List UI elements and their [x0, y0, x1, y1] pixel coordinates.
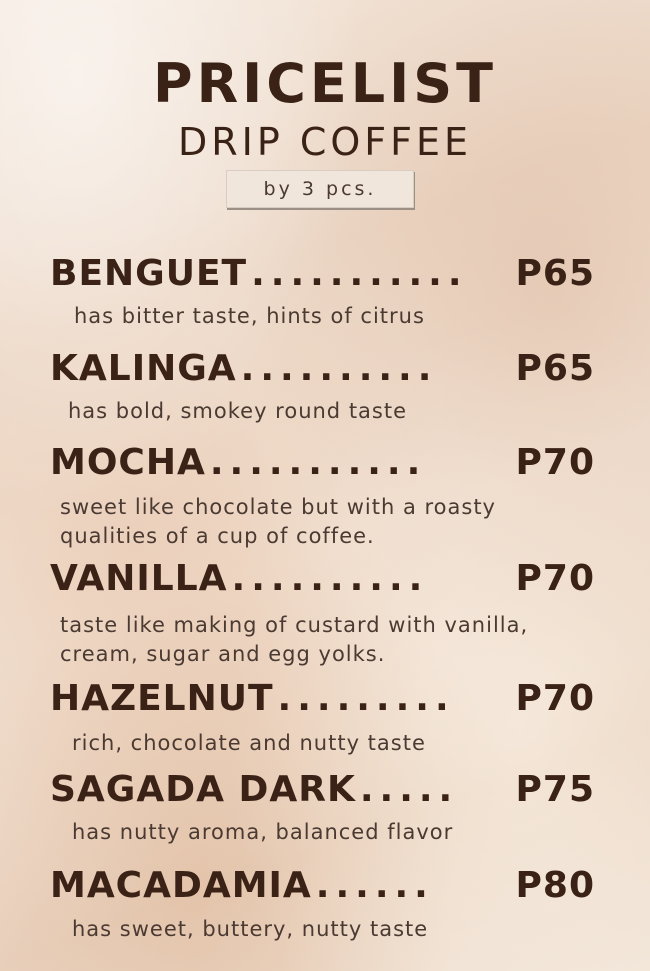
quantity-badge: by 3 pcs.: [226, 170, 414, 208]
menu-item-row: [50, 766, 595, 812]
item-description: has nutty aroma, balanced flavor: [72, 820, 454, 844]
item-description-line-1: taste like making of custard with vanilla,: [60, 613, 529, 637]
item-leader-dots: .....: [359, 768, 459, 810]
item-description-line-1: sweet like chocolate but with a roasty: [60, 495, 496, 519]
menu-item-row: [50, 862, 595, 908]
item-leader-dots: ......: [315, 864, 434, 906]
menu-item-row: [50, 345, 595, 391]
item-price: P65: [515, 347, 595, 389]
item-description: has bitter taste, hints of citrus: [74, 304, 425, 328]
page-subtitle: DRIP COFFEE: [177, 120, 473, 164]
item-leader-dots: .........: [277, 677, 455, 719]
item-price: P75: [515, 768, 595, 810]
item-name: VANILLA: [50, 557, 228, 599]
item-leader-dots: ..........: [231, 557, 429, 599]
item-price: P65: [515, 252, 595, 294]
item-price: P70: [515, 441, 595, 483]
item-name: BENGUET: [50, 252, 248, 294]
menu-item-row: [50, 555, 595, 601]
item-name: SAGADA DARK: [50, 768, 356, 810]
page-title: PRICELIST: [153, 52, 497, 115]
item-name: HAZELNUT: [50, 677, 274, 719]
item-name: MACADAMIA: [50, 864, 312, 906]
item-description: has sweet, buttery, nutty taste: [72, 917, 429, 941]
item-price: P80: [515, 864, 595, 906]
item-description-line-2: qualities of a cup of coffee.: [60, 524, 375, 548]
item-leader-dots: ..........: [240, 347, 438, 389]
item-name: KALINGA: [50, 347, 237, 389]
item-description: rich, chocolate and nutty taste: [72, 731, 426, 755]
menu-item-row: [50, 675, 595, 721]
item-leader-dots: ...........: [251, 252, 468, 294]
item-description: has bold, smokey round taste: [68, 399, 408, 423]
menu-item-row: [50, 439, 595, 485]
item-price: P70: [515, 557, 595, 599]
item-name: MOCHA: [50, 441, 206, 483]
item-leader-dots: ...........: [209, 441, 427, 483]
item-price: P70: [515, 677, 595, 719]
menu-item-row: [50, 250, 595, 296]
item-description-line-2: cream, sugar and egg yolks.: [60, 642, 386, 666]
